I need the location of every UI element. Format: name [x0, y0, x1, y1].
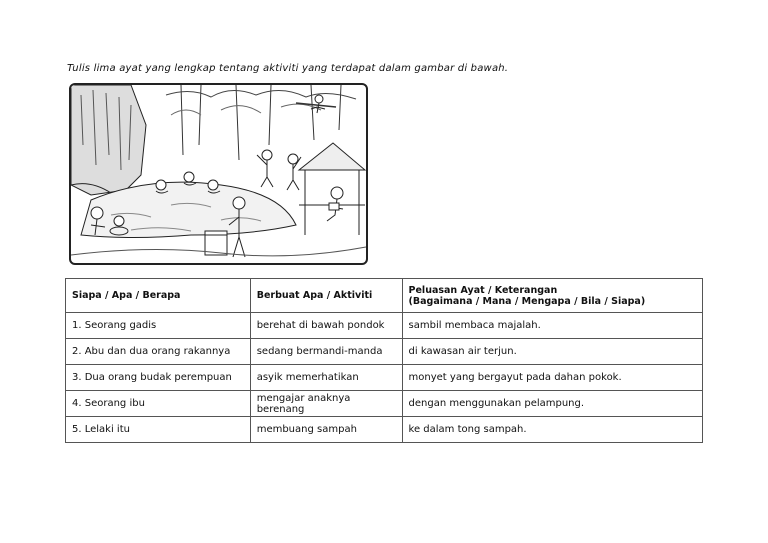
cell-who: 1. Seorang gadis — [66, 313, 251, 339]
cell-extension: sambil membaca majalah. — [402, 313, 702, 339]
cell-extension: dengan menggunakan pelampung. — [402, 391, 702, 417]
table-row — [66, 391, 703, 417]
cell-activity: mengajar anaknya berenang — [250, 391, 402, 417]
park-river-scene-icon — [71, 85, 366, 263]
header-extension-line2: (Bagaimana / Mana / Mengapa / Bila / Siapa) — [408, 295, 646, 307]
instruction-text: Tulis lima ayat yang lengkap tentang aktiviti yang terdapat dalam gambar di bawah. — [67, 63, 509, 74]
scene-illustration — [69, 83, 368, 265]
table-row — [66, 417, 703, 443]
table-row — [66, 313, 703, 339]
cell-activity: sedang bermandi-manda — [250, 339, 402, 365]
cell-extension: monyet yang bergayut pada dahan pokok. — [402, 365, 702, 391]
cell-extension: ke dalam tong sampah. — [402, 417, 702, 443]
cell-extension: di kawasan air terjun. — [402, 339, 702, 365]
cell-who: 3. Dua orang budak perempuan — [66, 365, 251, 391]
cell-who: 2. Abu dan dua orang rakannya — [66, 339, 251, 365]
header-extension — [402, 279, 702, 313]
header-extension-line1: Peluasan Ayat / Keterangan — [408, 284, 558, 296]
table-header-row — [66, 279, 703, 313]
cell-who: 5. Lelaki itu — [66, 417, 251, 443]
cell-activity: berehat di bawah pondok — [250, 313, 402, 339]
header-activity: Berbuat Apa / Aktiviti — [250, 279, 402, 313]
sentence-table — [65, 278, 703, 443]
table-row — [66, 339, 703, 365]
table-row — [66, 365, 703, 391]
cell-who: 4. Seorang ibu — [66, 391, 251, 417]
header-who: Siapa / Apa / Berapa — [66, 279, 251, 313]
cell-activity: membuang sampah — [250, 417, 402, 443]
cell-activity: asyik memerhatikan — [250, 365, 402, 391]
